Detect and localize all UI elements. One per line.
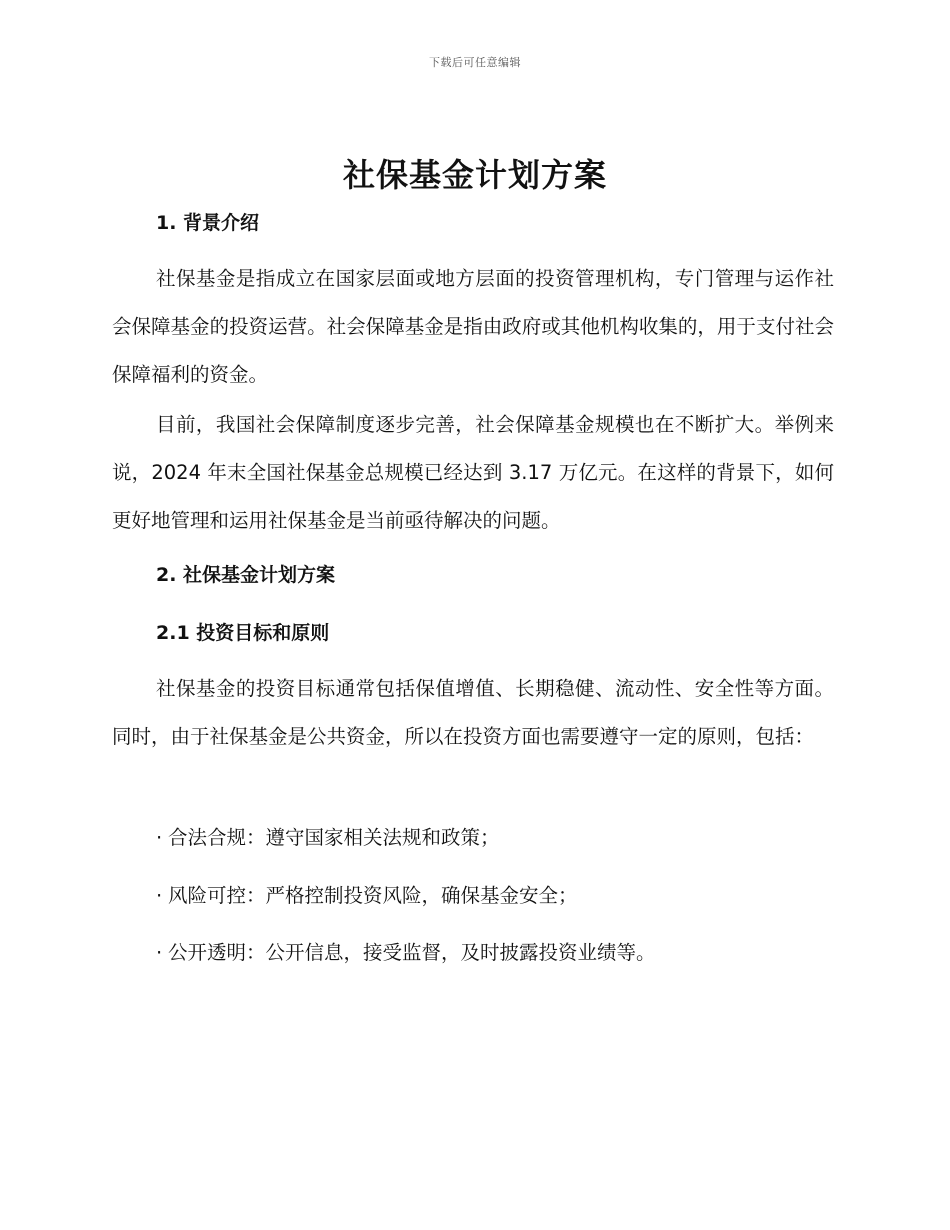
- bullet-item-risk-control: [156, 880, 578, 908]
- paragraph-objectives: 社保基金的投资目标通常包括保值增值、长期稳健、流动性、安全性等方面。同时，由于社保基金是公共资金，所以在投资方面也需要遵守一定的原则，包括：: [112, 677, 834, 748]
- bullet-marker: ·: [156, 884, 163, 907]
- header-note: 下载后可任意编辑: [429, 56, 521, 69]
- bullet-marker: ·: [156, 826, 163, 849]
- section-heading-background: 1. 背景介绍: [156, 212, 260, 234]
- bullet-text: 风险可控：严格控制投资风险，确保基金安全；: [168, 884, 578, 907]
- subsection-heading-objectives: 2.1 投资目标和原则: [156, 622, 330, 644]
- bullet-text: 合法合规：遵守国家相关法规和政策；: [168, 826, 500, 849]
- section-heading-plan: 2. 社保基金计划方案: [156, 564, 336, 586]
- page-title: 社保基金计划方案: [342, 156, 607, 194]
- paragraph-background-definition: 社保基金是指成立在国家层面或地方层面的投资管理机构，专门管理与运作社会保障基金的投资运营。社会保障基金是指由政府或其他机构收集的，用于支付社会保障福利的资金。: [112, 267, 834, 386]
- paragraph-background-scale: 目前，我国社会保障制度逐步完善，社会保障基金规模也在不断扩大。举例来说，2024 年末全国社保基金总规模已经达到 3.17 万亿元。在这样的背景下，如何更好地管理和运用社保基金是当前亟待解决的问题。: [112, 413, 834, 532]
- bullet-item-transparency: [156, 937, 656, 965]
- bullet-text: 公开透明：公开信息，接受监督，及时披露投资业绩等。: [168, 941, 656, 964]
- bullet-item-compliance: [156, 822, 500, 850]
- bullet-marker: ·: [156, 941, 163, 964]
